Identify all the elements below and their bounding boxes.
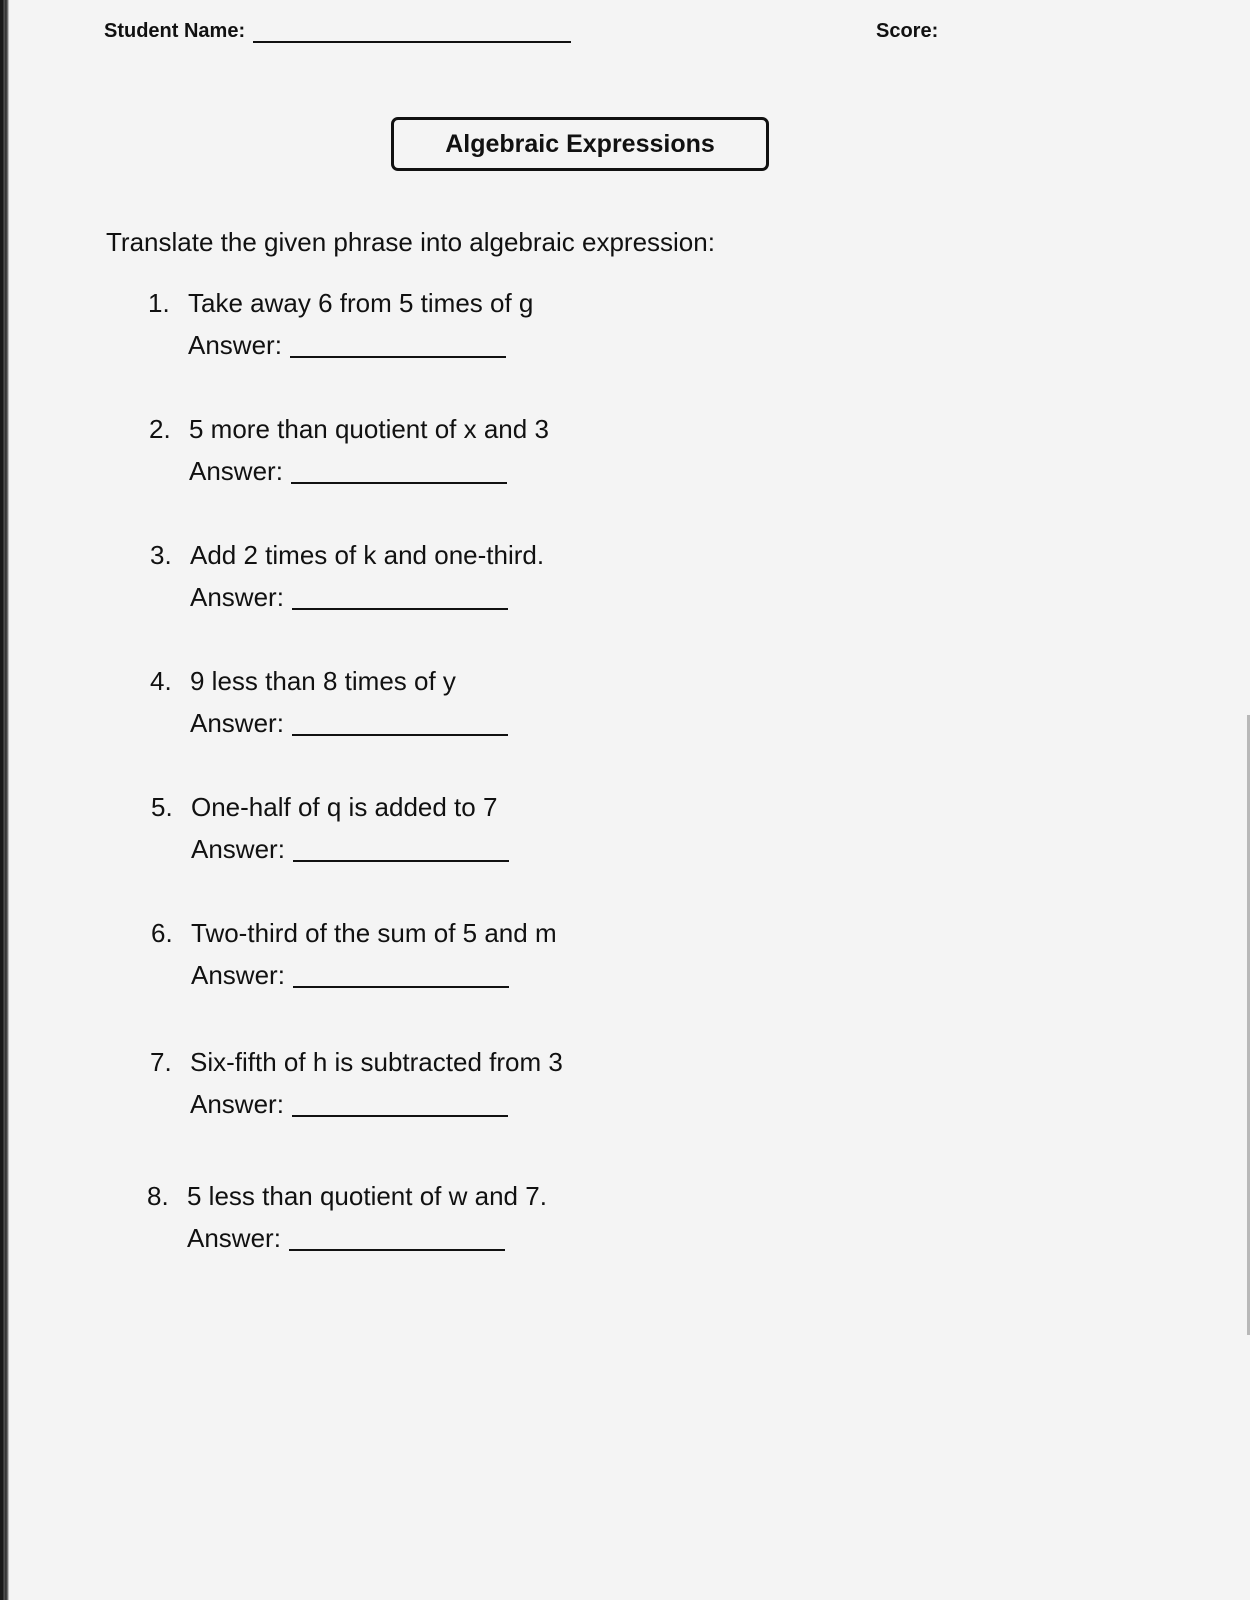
answer-blank[interactable] — [291, 462, 507, 484]
question-number: 3. — [150, 540, 172, 570]
question-text: One-half of q is added to 7 — [191, 792, 498, 822]
question-item — [150, 540, 544, 613]
question-item — [149, 414, 549, 487]
answer-label: Answer: — [188, 330, 282, 360]
answer-blank[interactable] — [292, 714, 508, 736]
question-number: 5. — [151, 792, 173, 822]
question-text: Add 2 times of k and one-third. — [190, 540, 545, 570]
page-left-edge — [0, 0, 9, 1600]
answer-label: Answer: — [189, 456, 283, 486]
question-number: 2. — [149, 414, 171, 444]
question-text: Two-third of the sum of 5 and m — [191, 918, 557, 948]
question-number: 6. — [151, 918, 173, 948]
question-number: 8. — [147, 1181, 169, 1211]
answer-blank[interactable] — [290, 336, 506, 358]
question-text: Six-fifth of h is subtracted from 3 — [190, 1047, 563, 1077]
question-item — [150, 666, 508, 739]
question-number: 1. — [148, 288, 170, 318]
answer-label: Answer: — [191, 960, 285, 990]
answer-label: Answer: — [187, 1223, 281, 1253]
answer-label: Answer: — [190, 708, 284, 738]
question-item — [147, 1181, 547, 1254]
answer-blank[interactable] — [293, 966, 509, 988]
student-name-blank[interactable] — [253, 21, 571, 43]
question-item — [150, 1047, 563, 1120]
answer-blank[interactable] — [292, 1095, 508, 1117]
question-number: 4. — [150, 666, 172, 696]
question-item — [148, 288, 533, 361]
student-name-label: Student Name: — [104, 20, 246, 42]
question-item — [151, 792, 509, 865]
answer-label: Answer: — [190, 1089, 284, 1119]
answer-blank[interactable] — [289, 1229, 505, 1251]
instruction-text: Translate the given phrase into algebraic expression: — [106, 227, 715, 257]
answer-blank[interactable] — [292, 588, 508, 610]
question-item — [151, 918, 557, 991]
question-number: 7. — [150, 1047, 172, 1077]
worksheet-title: Algebraic Expressions — [391, 117, 769, 171]
answer-label: Answer: — [190, 582, 284, 612]
question-text: 5 more than quotient of x and 3 — [189, 414, 549, 444]
score-label: Score: — [876, 20, 939, 42]
question-text: 5 less than quotient of w and 7. — [187, 1181, 547, 1211]
student-name-field — [104, 20, 571, 43]
question-text: 9 less than 8 times of y — [190, 666, 456, 696]
answer-blank[interactable] — [293, 840, 509, 862]
answer-label: Answer: — [191, 834, 285, 864]
question-text: Take away 6 from 5 times of g — [188, 288, 534, 318]
